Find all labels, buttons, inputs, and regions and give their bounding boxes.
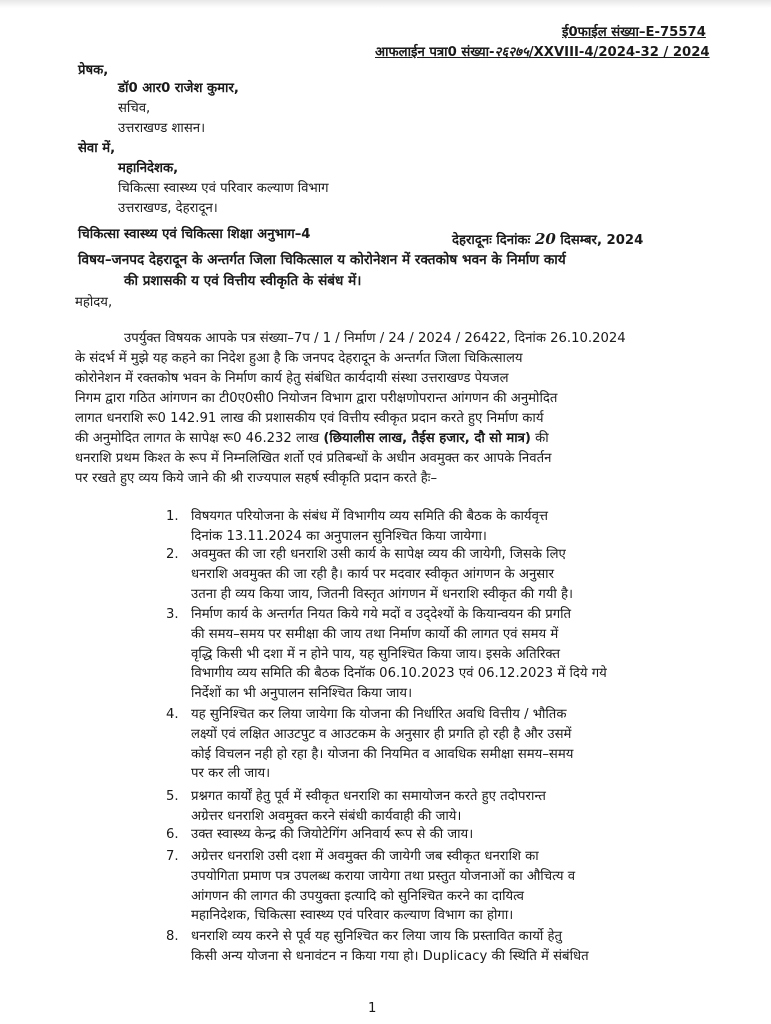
- condition-text-line: विभागीय व्यय समिति की बैठक दिनॉक 06.10.2023 एवं 06.12.2023 में दिये गये: [191, 666, 607, 682]
- condition-text-line: अवमुक्त की जा रही धनराशि उसी कार्य के सापेक्ष व्यय की जायेगी, जिसके लिए: [191, 547, 566, 562]
- body-line-3: कोरोनेशन में रक्तकोष भवन के निर्माण कार्य हेतु संबंधित कार्यदायी संस्था उत्तराखण्ड पेयजल: [75, 371, 509, 386]
- date-rest: दिसम्बर, 2024: [560, 233, 644, 248]
- body-line-6: [75, 430, 549, 447]
- condition-text-line: की समय–समय पर समीक्षा की जाय तथा निर्माण कार्यो की लागत एवं समय में: [191, 626, 559, 642]
- sender-designation: सचिव,: [118, 101, 151, 116]
- condition-text-line: दिनांक 13.11.2024 का अनुपालन सुनिश्चित किया जायेगा।: [191, 528, 487, 544]
- condition-text-line: यह सुनिश्चित कर लिया जायेगा कि योजना की निर्धारित अवधि वित्तीय / भौतिक: [191, 707, 567, 722]
- condition-text-line: अग्रेत्तर धनराशि अवमुक्त करने संबंधी कार्यवाही की जाये।: [191, 808, 462, 824]
- online-letter-suffix: /XXVIII-4/2024-32 / 2024: [528, 45, 710, 60]
- condition-number: 3.: [166, 607, 179, 622]
- efile-number: ई0फाईल संख्या–E-75574: [562, 25, 706, 40]
- sender-label: प्रेषक,: [78, 63, 109, 78]
- recipient-designation: महानिदेशक,: [118, 161, 179, 176]
- condition-text-line: विषयगत परियोजना के संबंध में विभागीय व्यय समिति की बैठक के कार्यवृत्त: [191, 509, 549, 524]
- subject-line-2: की प्रशासकी य एवं वित्तीय स्वीकृति के संबंध में।: [124, 273, 362, 289]
- condition-number: 5.: [166, 789, 179, 804]
- date-prefix: देहरादूनः दिनांकः: [452, 233, 531, 248]
- body-line-6-end: की: [535, 431, 549, 446]
- condition-text-line: प्रश्नगत कार्यों हेतु पूर्व में स्वीकृत धनराशि का समायोजन करते हुए तदोपरान्त: [191, 789, 546, 804]
- recipient-place: उत्तराखण्ड, देहरादून।: [118, 201, 218, 216]
- salutation: महोदय,: [75, 295, 113, 310]
- scan-top-edge: [0, 0, 771, 8]
- recipient-label: सेवा में,: [78, 141, 116, 156]
- letter-date: [452, 230, 643, 250]
- condition-text-line: पर कर ली जाय।: [191, 766, 271, 782]
- condition-number: 4.: [166, 707, 179, 722]
- condition-text-line: उतना ही व्यय किया जाय, जितनी विस्तृत आंगणन में धनराशि स्वीकृत की गयी है।: [191, 586, 574, 602]
- online-letter-prefix: आफलाईन पत्रा0 संख्या-: [375, 45, 495, 60]
- recipient-department: चिकित्सा स्वास्थ्य एवं परिवार कल्याण विभाग: [118, 181, 329, 196]
- condition-text-line: निर्देशों का भी अनुपालन सनिश्चित किया जाय।: [191, 686, 413, 702]
- online-letter-handwritten: २६२७५: [494, 45, 529, 60]
- condition-number: 7.: [166, 849, 179, 864]
- amount-in-words: (छियालीस लाख, तैईस हजार, दौ सो मात्र): [323, 431, 531, 446]
- sender-office: उत्तराखण्ड शासन।: [118, 121, 206, 136]
- condition-text-line: धनराशि अवमुक्त की जा रही है। कार्य पर मदवार स्वीकृत आंगणन के अनुसार: [191, 566, 554, 582]
- condition-number: 6.: [166, 827, 179, 842]
- body-line-2: के संदर्भ में मुझे यह कहने का निदेश हुआ है कि जनपद देहरादून के अन्तर्गत जिला चिकित्सालय: [75, 351, 523, 366]
- body-line-7: धनराशि प्रथम किश्त के रूप में निम्नलिखित शर्तो एवं प्रतिबन्धों के अधीन अवमुक्त कर आपके निवर्तन: [75, 451, 552, 466]
- condition-text-line: निर्माण कार्य के अन्तर्गत नियत किये गये मदों व उद्‌देश्यों के कियान्वयन की प्रगति: [191, 607, 572, 622]
- condition-text-line: उक्त स्वास्थ्य केन्द्र की जियोटेगिंग अनिवार्य रूप से की जाय।: [191, 827, 474, 842]
- body-line-4: निगम द्वारा गठित आंगणन का टी0ए0सी0 नियोजन विभाग द्वारा परीक्षणोपरान्त आंगणन की अनुमोदित: [75, 391, 558, 406]
- body-line-5: लागत धनराशि रू0 142.91 लाख की प्रशासकीय एवं वित्तीय स्वीकृत प्रदान करते हुए निर्माण कार्य: [75, 411, 544, 426]
- condition-text-line: लक्ष्यों एवं लक्षित आउटपुट व आउटकम के अनुसार ही प्रगति हो रही है और उसमें: [191, 726, 572, 742]
- condition-text-line: कोई विचलन नही हो रहा है। योजना की नियमित व आवधिक समीक्षा समय–समय: [191, 746, 574, 762]
- online-letter-number: [375, 44, 710, 61]
- condition-number: 1.: [166, 509, 179, 524]
- body-line-1: उपर्युक्त विषयक आपके पत्र संख्या–7प / 1 / निर्माण / 24 / 2024 / 26422, दिनांक 26.10.2024: [124, 331, 626, 346]
- body-line-6-start: की अनुमोदित लागत के सापेक्ष रू0 46.232 लाख: [75, 431, 320, 446]
- body-line-8: पर रखते हुए व्यय किये जाने की श्री राज्यपाल सहर्ष स्वीकृति प्रदान करते हैः–: [75, 471, 438, 486]
- condition-text-line: किसी अन्य योजना से धनावंटन न किया गया हो। Duplicacy की स्थिति में संबंधित: [191, 948, 589, 964]
- subject-line-1: विषय–जनपद देहरादून के अन्तर्गत जिला चिकित्साल य कोरोनेशन में रक्तकोष भवन के निर्माण कार्य: [78, 252, 566, 268]
- condition-text-line: आंगणन की लागत की उपयुक्ता इत्यादि को सुनिश्चित करने का दायित्व: [191, 888, 525, 904]
- page-number: 1: [368, 1001, 377, 1016]
- condition-number: 8.: [166, 929, 179, 944]
- condition-text-line: धनराशि व्यय करने से पूर्व यह सुनिश्चित कर लिया जाय कि प्रस्तावित कार्यो हेतु: [191, 929, 563, 944]
- sender-name: डॉ0 आर0 राजेश कुमार,: [118, 81, 239, 96]
- condition-text-line: अग्रेत्तर धनराशि उसी दशा में अवमुक्त की जायेगी जब स्वीकृत धनराशि का: [191, 849, 539, 864]
- condition-text-line: उपयोगिता प्रमाण पत्र उपलब्ध कराया जायेगा तथा प्रस्तुत योजनाओं का औचित्य व: [191, 868, 576, 884]
- date-day-handwritten: 20: [534, 230, 556, 248]
- section-name: चिकित्सा स्वास्थ्य एवं चिकित्सा शिक्षा अनुभाग–4: [78, 227, 311, 242]
- condition-text-line: महानिदेशक, चिकित्सा स्वास्थ्य एवं परिवार कल्याण विभाग का होगा।: [191, 908, 514, 924]
- condition-number: 2.: [166, 547, 179, 562]
- condition-text-line: वृद्धि किसी भी दशा में न होने पाय, यह सुनिश्चित किया जाय। इसके अतिरिक्त: [191, 646, 560, 662]
